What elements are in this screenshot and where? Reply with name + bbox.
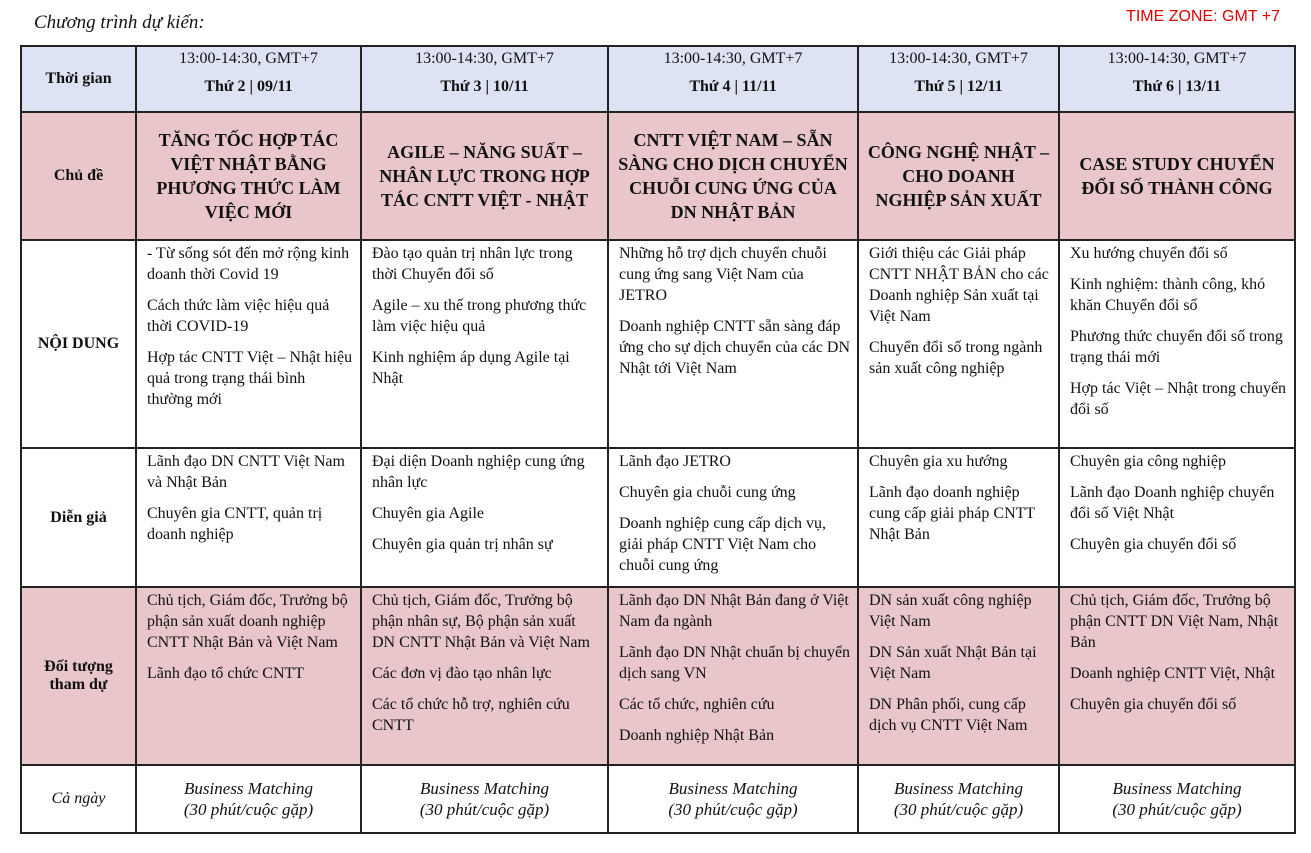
session-time: 13:00-14:30, GMT+7 — [179, 50, 318, 67]
business-matching-title: Business Matching — [894, 779, 1023, 798]
business-matching-duration: (30 phút/cuộc gặp) — [668, 800, 798, 819]
list-item: Doanh nghiệp CNTT sẵn sàng đáp ứng cho sự dịch chuyển của các DN Nhật tới Việt Nam — [619, 318, 851, 377]
speakers-row — [21, 448, 1295, 587]
list-item: Các đơn vị đào tạo nhân lực — [372, 665, 552, 682]
day-label: Thứ 4 | 11/11 — [689, 78, 777, 95]
row-label-audience — [21, 587, 136, 765]
list-item: Chuyên gia CNTT, quản trị doanh nghiệp — [147, 505, 323, 543]
content-cell — [136, 240, 361, 448]
topic-title: CASE STUDY CHUYỂN ĐỔI SỐ THÀNH CÔNG — [1079, 154, 1275, 198]
speakers-list — [362, 449, 607, 555]
list-item: Phương thức chuyển đổi số trong trạng thái mới — [1070, 328, 1283, 366]
speakers-list — [609, 449, 857, 576]
topic-title: AGILE – NĂNG SUẤT – NHÂN LỰC TRONG HỢP TÁC CNTT VIỆT - NHẬT — [379, 142, 590, 210]
list-item: Chuyển đổi số trong ngành sản xuất công nghiệp — [869, 339, 1043, 377]
content-cell — [608, 240, 858, 448]
audience-label-line1: Đối tượng — [44, 658, 113, 675]
session-time: 13:00-14:30, GMT+7 — [889, 50, 1028, 67]
list-item: Lãnh đạo Doanh nghiệp chuyển đổi số Việt Nhật — [1070, 484, 1275, 522]
timezone-label: TIME ZONE: GMT +7 — [1126, 8, 1280, 25]
day-label: Thứ 5 | 12/11 — [914, 78, 1003, 95]
business-matching-title: Business Matching — [668, 779, 798, 798]
audience-cell — [1059, 587, 1295, 765]
topic-cell — [136, 112, 361, 240]
row-label-content: NỘI DUNG — [21, 240, 136, 448]
topic-title: CÔNG NGHỆ NHẬT – CHO DOANH NGHIỆP SẢN XUẤT — [867, 142, 1050, 210]
content-row — [21, 240, 1295, 448]
audience-row — [21, 587, 1295, 765]
list-item: Đào tạo quản trị nhân lực trong thời Chuyển đổi số — [372, 245, 573, 283]
allday-cell — [136, 765, 361, 833]
list-item: Chuyên gia xu hướng — [869, 453, 1008, 470]
row-label-time: Thời gian — [21, 46, 136, 112]
speakers-cell — [361, 448, 608, 587]
allday-cell — [608, 765, 858, 833]
allday-cell — [1059, 765, 1295, 833]
speakers-list — [859, 449, 1058, 545]
audience-cell — [608, 587, 858, 765]
day-label: Thứ 2 | 09/11 — [204, 78, 293, 95]
day-label: Thứ 3 | 10/11 — [440, 78, 529, 95]
business-matching-duration: (30 phút/cuộc gặp) — [893, 800, 1024, 819]
topic-cell — [858, 112, 1059, 240]
time-row — [21, 46, 1295, 112]
topic-row — [21, 112, 1295, 240]
topic-cell — [608, 112, 858, 240]
row-label-allday: Cả ngày — [21, 765, 136, 833]
topic-title: TĂNG TỐC HỢP TÁC VIỆT NHẬT BẰNG PHƯƠNG THỨC LÀM VIỆC MỚI — [156, 130, 341, 222]
speakers-list — [1060, 449, 1294, 555]
content-cell — [1059, 240, 1295, 448]
list-item: Agile – xu thế trong phương thức làm việc hiệu quả — [372, 297, 587, 335]
list-item: Doanh nghiệp Nhật Bản — [619, 727, 775, 744]
session-time: 13:00-14:30, GMT+7 — [1107, 50, 1247, 67]
list-item: Giới thiệu các Giải pháp CNTT NHẬT BẢN cho các Doanh nghiệp Sản xuất tại Việt Nam — [869, 245, 1049, 325]
list-item: Đại diện Doanh nghiệp cung ứng nhân lực — [372, 453, 585, 491]
speakers-cell — [1059, 448, 1295, 587]
content-list — [137, 241, 360, 410]
audience-cell — [858, 587, 1059, 765]
list-item: Chủ tịch, Giám đốc, Trưởng bộ phận CNTT DN Việt Nam, Nhật Bản — [1070, 592, 1279, 651]
content-cell — [858, 240, 1059, 448]
speakers-cell — [858, 448, 1059, 587]
speakers-list — [137, 449, 360, 545]
audience-list — [1060, 588, 1294, 715]
day-header-cell — [608, 46, 858, 112]
list-item: Chủ tịch, Giám đốc, Trưởng bộ phận sản xuất doanh nghiệp CNTT Nhật Bản và Việt Nam — [147, 592, 348, 651]
speakers-cell — [136, 448, 361, 587]
list-item: Lãnh đạo DN Nhật chuẩn bị chuyển dịch sang VN — [619, 644, 851, 682]
list-item: Cách thức làm việc hiệu quả thời COVID-19 — [147, 297, 330, 335]
audience-list — [609, 588, 857, 746]
day-header-cell — [858, 46, 1059, 112]
day-header-cell — [361, 46, 608, 112]
list-item: Xu hướng chuyển đổi số — [1070, 245, 1228, 262]
list-item: Lãnh đạo JETRO — [619, 453, 731, 470]
business-matching-duration: (30 phút/cuộc gặp) — [183, 800, 314, 819]
business-matching-title: Business Matching — [1112, 779, 1242, 798]
list-item: Lãnh đạo DN CNTT Việt Nam và Nhật Bản — [147, 453, 345, 491]
allday-cell — [361, 765, 608, 833]
topic-cell — [1059, 112, 1295, 240]
list-item: Kinh nghiệm áp dụng Agile tại Nhật — [372, 349, 570, 387]
page-title: Chương trình dự kiến: — [34, 12, 205, 33]
list-item: DN Phân phối, cung cấp dịch vụ CNTT Việt Nam — [869, 696, 1028, 734]
day-header-cell — [136, 46, 361, 112]
list-item: Các tổ chức, nghiên cứu — [619, 696, 775, 713]
audience-list — [137, 588, 360, 684]
content-list — [609, 241, 857, 379]
row-label-speakers: Diễn giả — [21, 448, 136, 587]
audience-list — [859, 588, 1058, 736]
audience-cell — [361, 587, 608, 765]
list-item: Chủ tịch, Giám đốc, Trưởng bộ phận nhân sự, Bộ phận sản xuất DN CNTT Nhật Bản và Việt Nam — [372, 592, 590, 651]
content-list — [859, 241, 1058, 379]
list-item: Hợp tác CNTT Việt – Nhật hiệu quả trong trạng thái bình thường mới — [147, 349, 353, 408]
list-item: Các tổ chức hỗ trợ, nghiên cứu CNTT — [372, 696, 570, 734]
business-matching-duration: (30 phút/cuộc gặp) — [1112, 800, 1242, 819]
list-item: Hợp tác Việt – Nhật trong chuyển đổi số — [1070, 380, 1287, 418]
audience-label-line2: tham dự — [49, 676, 108, 693]
audience-list — [362, 588, 607, 736]
business-matching-title: Business Matching — [184, 779, 313, 798]
day-header-cell — [1059, 46, 1295, 112]
session-time: 13:00-14:30, GMT+7 — [415, 50, 554, 67]
row-label-topic: Chủ đề — [21, 112, 136, 240]
audience-cell — [136, 587, 361, 765]
business-matching-duration: (30 phút/cuộc gặp) — [419, 800, 550, 819]
list-item: Chuyên gia công nghiệp — [1070, 453, 1226, 470]
list-item: DN sản xuất công nghiệp Việt Nam — [869, 592, 1032, 630]
list-item: Lãnh đạo DN Nhật Bản đang ở Việt Nam đa ngành — [619, 592, 849, 630]
session-time: 13:00-14:30, GMT+7 — [663, 50, 803, 67]
list-item: Những hỗ trợ dịch chuyển chuỗi cung ứng sang Việt Nam của JETRO — [619, 245, 827, 304]
list-item: Chuyên gia Agile — [372, 505, 484, 522]
list-item: - Từ sống sót đến mở rộng kinh doanh thời Covid 19 — [147, 245, 350, 283]
list-item: Doanh nghiệp cung cấp dịch vụ, giải pháp CNTT Việt Nam cho chuỗi cung ứng — [619, 515, 827, 574]
list-item: Chuyên gia chuyển đổi số — [1070, 536, 1237, 553]
list-item: Kinh nghiệm: thành công, khó khăn Chuyển đổi số — [1070, 276, 1266, 314]
list-item: Doanh nghiệp CNTT Việt, Nhật — [1070, 665, 1276, 682]
content-list — [362, 241, 607, 389]
list-item: Lãnh đạo doanh nghiệp cung cấp giải pháp CNTT Nhật Bản — [869, 484, 1035, 543]
list-item: Chuyên gia chuỗi cung ứng — [619, 484, 796, 501]
topic-title: CNTT VIỆT NAM – SẴN SÀNG CHO DỊCH CHUYỂN CHUỖI CUNG ỨNG CỦA DN NHẬT BẢN — [618, 130, 848, 222]
business-matching-title: Business Matching — [420, 779, 549, 798]
schedule-table — [20, 45, 1296, 834]
speakers-cell — [608, 448, 858, 587]
day-label: Thứ 6 | 13/11 — [1132, 78, 1222, 95]
topic-cell — [361, 112, 608, 240]
list-item: Chuyên gia quản trị nhân sự — [372, 536, 553, 553]
content-list — [1060, 241, 1294, 420]
allday-cell — [858, 765, 1059, 833]
allday-row — [21, 765, 1295, 833]
content-cell — [361, 240, 608, 448]
list-item: Lãnh đạo tổ chức CNTT — [147, 665, 305, 682]
list-item: DN Sản xuất Nhật Bản tại Việt Nam — [869, 644, 1037, 682]
list-item: Chuyên gia chuyển đổi số — [1070, 696, 1237, 713]
